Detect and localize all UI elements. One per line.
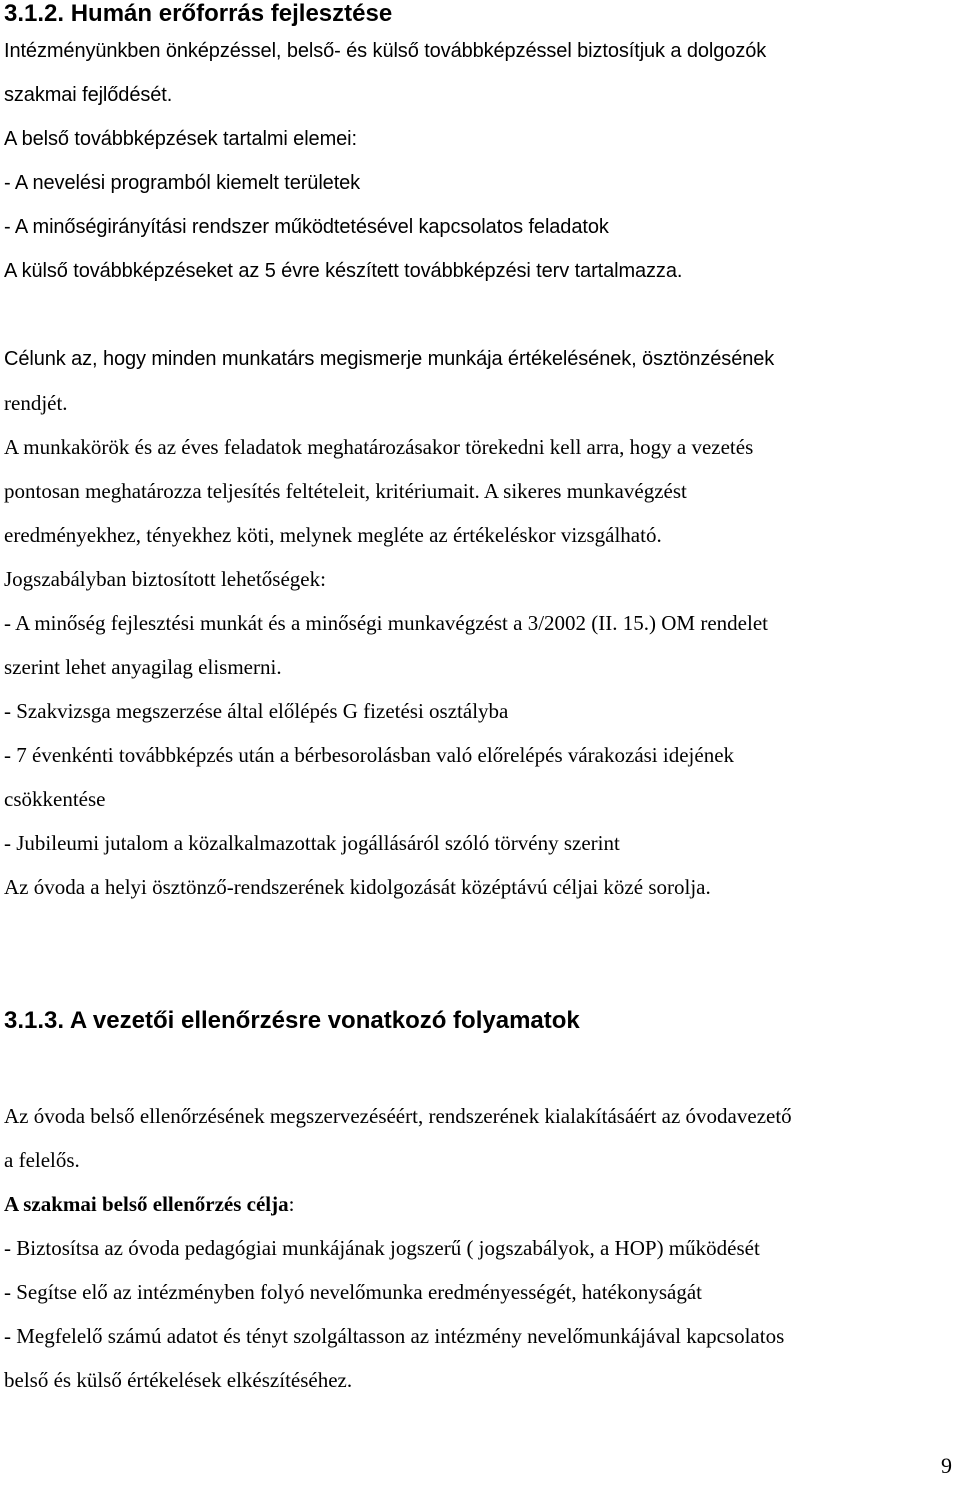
paragraph-line: A munkakörök és az éves feladatok meghatározásakor törekedni kell arra, hogy a vezetés xyxy=(4,435,754,459)
paragraph-line: Az óvoda belső ellenőrzésének megszervezéséért, rendszerének kialakításáért az óvodavezető xyxy=(4,1104,792,1128)
paragraph-line: A külső továbbképzéseket az 5 évre készített továbbképzési terv tartalmazza. xyxy=(4,260,683,282)
paragraph-line: szakmai fejlődését. xyxy=(4,84,173,106)
list-item: - Biztosítsa az óvoda pedagógiai munkájának jogszerű ( jogszabályok, a HOP) működését xyxy=(4,1236,760,1260)
paragraph-line: Az óvoda a helyi ösztönző-rendszerének kidolgozását középtávú céljai közé sorolja. xyxy=(4,875,711,899)
paragraph-line: Jogszabályban biztosított lehetőségek: xyxy=(4,567,326,591)
list-item: - Segítse elő az intézményben folyó nevelőmunka eredményességét, hatékonyságát xyxy=(4,1280,703,1304)
paragraph-line: eredményekhez, tényekhez köti, melynek megléte az értékeléskor vizsgálható. xyxy=(4,523,662,547)
page-number: 9 xyxy=(941,1453,952,1478)
list-item: - A minőség fejlesztési munkát és a minőségi munkavégzést a 3/2002 (II. 15.) OM rendelet xyxy=(4,611,768,635)
list-item: - A nevelési programból kiemelt területek xyxy=(4,172,361,194)
paragraph-line: Célunk az, hogy minden munkatárs megismerje munkája értékelésének, ösztönzésének xyxy=(4,348,775,370)
paragraph-line: rendjét. xyxy=(4,391,68,415)
list-item: - A minőségirányítási rendszer működtetésével kapcsolatos feladatok xyxy=(4,216,609,238)
paragraph-line: a felelős. xyxy=(4,1148,80,1172)
paragraph-line: pontosan meghatározza teljesítés feltételeit, kritériumait. A sikeres munkavégzést xyxy=(4,479,687,503)
list-item-cont: csökkentése xyxy=(4,787,106,811)
list-item: - Szakvizsga megszerzése által előlépés G fizetési osztályba xyxy=(4,699,509,723)
list-item-cont: belső és külső értékelések elkészítéséhez. xyxy=(4,1368,353,1392)
list-item-cont: szerint lehet anyagilag elismerni. xyxy=(4,655,282,679)
paragraph-line: A belső továbbképzések tartalmi elemei: xyxy=(4,128,357,150)
list-item: - Megfelelő számú adatot és tényt szolgáltasson az intézmény nevelőmunkájával kapcsolatos xyxy=(4,1324,785,1348)
subheading-line xyxy=(4,1191,294,1217)
subheading-label: A szakmai belső ellenőrzés célja xyxy=(4,1192,289,1216)
section-heading-human-resources: 3.1.2. Humán erőforrás fejlesztése xyxy=(4,0,393,27)
section-heading-management-control: 3.1.3. A vezetői ellenőrzésre vonatkozó folyamatok xyxy=(4,1007,580,1034)
list-item: - 7 évenkénti továbbképzés után a bérbesorolásban való előrelépés várakozási idejének xyxy=(4,743,735,767)
list-item: - Jubileumi jutalom a közalkalmazottak jogállásáról szóló törvény szerint xyxy=(4,831,620,855)
paragraph-line: Intézményünkben önképzéssel, belső- és külső továbbképzéssel biztosítjuk a dolgozók xyxy=(4,40,767,62)
subheading-colon: : xyxy=(288,1192,295,1216)
